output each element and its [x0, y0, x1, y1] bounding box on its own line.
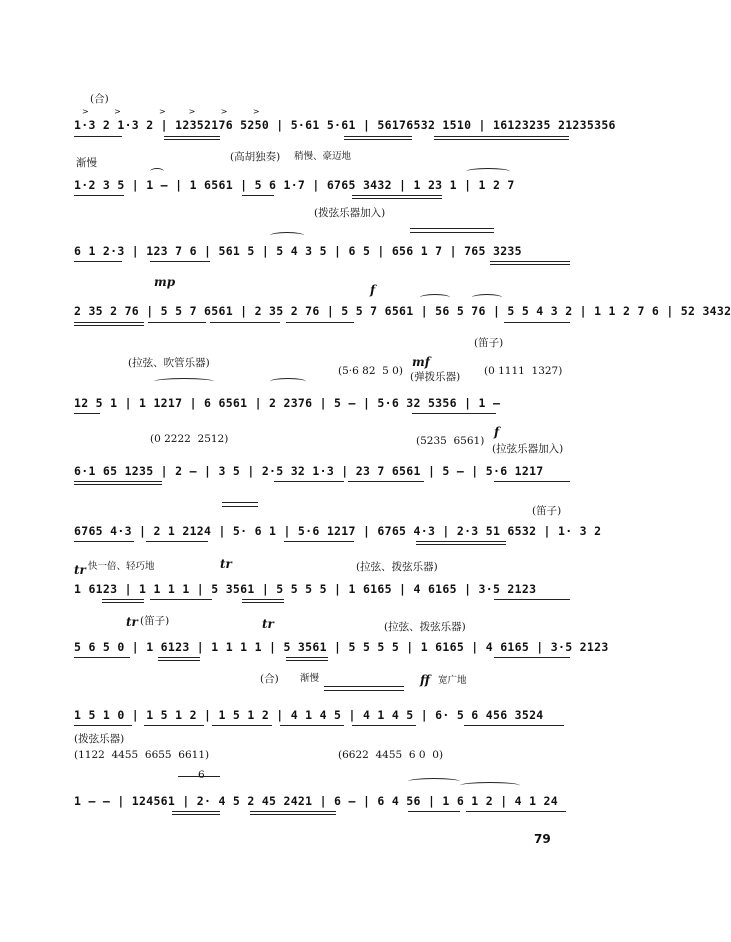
- beam-line: [494, 657, 570, 658]
- trill-mark: tr: [74, 563, 86, 577]
- dynamic-mf: mf: [412, 355, 430, 369]
- beam-line: [74, 325, 144, 326]
- beam-line: [352, 725, 416, 726]
- beam-line: [490, 264, 570, 265]
- notation-row: 6·1 65 1235 | 2 — | 3 5 | 2·5 32 1·3 | 23 7 6561 | 5 — | 5·6 1217: [74, 464, 544, 478]
- beam-line: [158, 660, 200, 661]
- beam-line: [242, 599, 284, 600]
- slur: [472, 294, 502, 301]
- beam-line: [352, 198, 442, 199]
- beam-line: [172, 814, 220, 815]
- tuplet-number: 6: [198, 769, 205, 781]
- beam-line: [504, 322, 570, 323]
- beam-line: [102, 599, 144, 600]
- beam-line: [164, 139, 220, 140]
- beam-line: [144, 725, 204, 726]
- beam-line: [150, 261, 210, 262]
- beam-line: [74, 657, 130, 658]
- tuplet-bracket: [178, 776, 220, 777]
- beam-line: [464, 725, 564, 726]
- annotation-cue: (5·6 82 5 0): [338, 365, 403, 377]
- notation-row: 1·3 2 1·3 2 | 12352176 5250 | 5·61 5·61 | 56176532 1510 | 16123235 21235356: [74, 118, 616, 132]
- beam-line: [284, 541, 354, 542]
- beam-line: [344, 139, 412, 140]
- accent-marks: > > > > > >: [82, 107, 260, 116]
- notation-row: 6 1 2·3 | 123 7 6 | 561 5 | 5 4 3 5 | 6 5 | 656 1 7 | 765 3235: [74, 244, 522, 258]
- crescendo-line: [410, 232, 494, 233]
- crescendo-line: [324, 686, 404, 687]
- beam-line: [250, 811, 336, 812]
- slur: [466, 168, 510, 175]
- notation-row: 1 5 1 0 | 1 5 1 2 | 1 5 1 2 | 4 1 4 5 | 4 1 4 5 | 6· 5 6 456 3524: [74, 708, 544, 722]
- beam-line: [344, 136, 412, 137]
- notation-row: 2 35 2 76 | 5 5 7 6561 | 2 35 2 76 | 5 5 7 6561 | 56 5 76 | 5 5 4 3 2 | 1 1 2 7 6 | 52 3432: [74, 304, 731, 318]
- page-number: 79: [534, 832, 551, 846]
- fermata: [150, 168, 164, 175]
- beam-line: [74, 261, 122, 262]
- beam-line: [74, 195, 124, 196]
- annotation-cue: (1122 4455 6655 6611): [74, 749, 210, 761]
- annotation-dizi: (笛子): [140, 615, 170, 627]
- beam-line: [158, 657, 200, 658]
- beam-line: [494, 481, 570, 482]
- annotation-bowed-plucked: (拉弦、拨弦乐器): [384, 621, 466, 633]
- crescendo-line: [410, 228, 494, 229]
- beam-line: [102, 602, 144, 603]
- notation-row: 1·2 3 5 | 1 — | 1 6561 | 5 6 1·7 | 6765 3432 | 1 23 1 | 1 2 7: [74, 178, 515, 192]
- slur: [420, 294, 450, 301]
- slur: [460, 782, 520, 789]
- beam-line: [74, 484, 162, 485]
- beam-line: [280, 725, 344, 726]
- beam-line: [490, 261, 570, 262]
- beam-line: [434, 136, 569, 137]
- notation-row: 6765 4·3 | 2 1 2124 | 5· 6 1 | 5·6 1217 | 6765 4·3 | 2·3 51 6532 | 1· 3 2: [74, 524, 602, 538]
- trill-mark: tr: [262, 617, 274, 631]
- annotation-dizi: (笛子): [474, 337, 504, 349]
- beam-line: [74, 541, 134, 542]
- slur: [154, 378, 214, 385]
- annotation-rit: 渐慢: [76, 157, 97, 169]
- slur: [270, 232, 304, 239]
- annotation-cue: (0 1111 1327): [484, 365, 563, 377]
- dynamic-f: f: [370, 283, 376, 297]
- annotation-cue: (5235 6561): [416, 435, 485, 447]
- annotation-tempo: 快一倍、轻巧地: [88, 561, 155, 572]
- annotation-tempo: 稍慢、豪迈地: [294, 151, 352, 162]
- beam-line: [286, 657, 328, 658]
- beam-line: [412, 413, 496, 414]
- beam-line: [416, 541, 506, 542]
- crescendo-line: [324, 690, 404, 691]
- annotation-plucked: (弹拨乐器): [410, 371, 461, 383]
- beam-line: [74, 413, 100, 414]
- beam-line: [416, 544, 506, 545]
- beam-line: [494, 599, 570, 600]
- beam-line: [212, 725, 272, 726]
- notation-row: 5 6 5 0 | 1 6123 | 1 1 1 1 | 5 3561 | 5 5 5 5 | 1 6165 | 4 6165 | 3·5 2123: [74, 640, 609, 654]
- annotation-rit: 渐慢: [300, 673, 320, 684]
- beam-line: [242, 195, 274, 196]
- dynamic-f: f: [494, 425, 500, 439]
- annotation-cue: (0 2222 2512): [150, 433, 229, 445]
- annotation-bowed-wind: (拉弦、吹管乐器): [128, 357, 210, 369]
- slur: [270, 378, 306, 385]
- beam-line: [286, 660, 328, 661]
- annotation-plucked-join: (拨弦乐器加入): [314, 207, 386, 219]
- beam-line: [210, 322, 280, 323]
- dynamic-ff: ff: [420, 673, 430, 687]
- annotation-dizi: (笛子): [532, 505, 562, 517]
- annotation-gaohu-solo: (高胡独奏): [230, 151, 281, 163]
- dynamic-mp: mp: [154, 275, 176, 289]
- beam-line: [172, 811, 220, 812]
- annotation-bowed-plucked: (拉弦、拨弦乐器): [356, 561, 438, 573]
- beam-line: [164, 136, 220, 137]
- decrescendo-line: [222, 506, 258, 507]
- annotation-tempo: 宽广地: [438, 675, 467, 686]
- beam-line: [150, 599, 212, 600]
- annotation-bowed-join: (拉弦乐器加入): [492, 443, 564, 455]
- annotation-cue: (6622 4455 6 0 0): [338, 749, 444, 761]
- beam-line: [286, 322, 354, 323]
- beam-line: [146, 541, 208, 542]
- beam-line: [348, 481, 424, 482]
- beam-line: [434, 139, 569, 140]
- annotation-tutti: (合): [260, 673, 279, 685]
- notation-row: 1 6123 | 1 1 1 1 | 5 3561 | 5 5 5 5 | 1 6165 | 4 6165 | 3·5 2123: [74, 582, 537, 596]
- slur: [408, 778, 460, 785]
- beam-line: [408, 811, 460, 812]
- beam-line: [466, 811, 566, 812]
- beam-line: [74, 322, 144, 323]
- annotation-tutti: (合): [90, 93, 109, 105]
- decrescendo-line: [222, 502, 258, 503]
- beam-line: [274, 481, 344, 482]
- beam-line: [352, 195, 442, 196]
- beam-line: [74, 136, 122, 137]
- beam-line: [74, 725, 132, 726]
- beam-line: [242, 602, 284, 603]
- notation-row: 12 5 1 | 1 1217 | 6 6561 | 2 2376 | 5 — | 5·6 32 5356 | 1 —: [74, 396, 501, 410]
- beam-line: [148, 322, 206, 323]
- notation-row: 1 — — | 124561 | 2· 4 5 2 45 2421 | 6 — | 6 4 56 | 1 6 1 2 | 4 1 24: [74, 794, 558, 808]
- trill-mark: tr: [126, 615, 138, 629]
- annotation-plucked: (拨弦乐器): [74, 733, 125, 745]
- beam-line: [250, 814, 336, 815]
- beam-line: [74, 481, 162, 482]
- trill-mark: tr: [220, 557, 232, 571]
